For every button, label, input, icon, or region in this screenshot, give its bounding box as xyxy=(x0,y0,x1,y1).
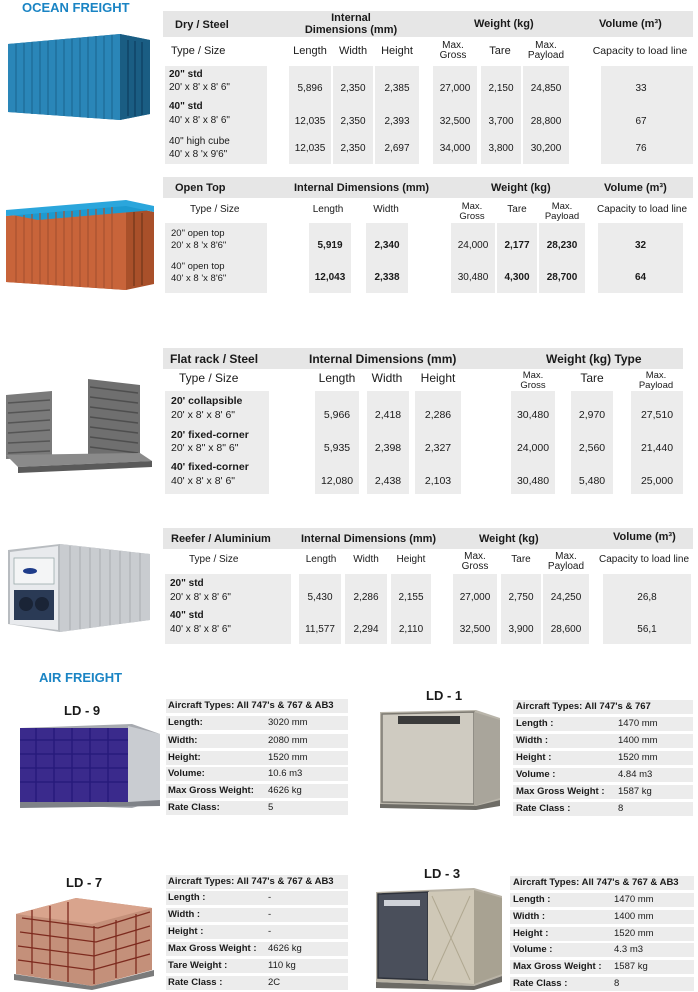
flat-sub-type: Type / Size xyxy=(179,371,239,385)
ld9-volume-value: 10.6 m3 xyxy=(268,768,303,779)
flat-sub-width: Width xyxy=(371,371,403,385)
reefer-row2-name: 40" std xyxy=(170,610,204,621)
dry-row1-name: 20" std xyxy=(169,69,203,80)
dry-row2-gross: 32,500 xyxy=(439,116,471,127)
ld9-rate-label: Rate Class: xyxy=(168,802,220,813)
flat-row3-length: 12,080 xyxy=(320,475,354,487)
flat-rack-image xyxy=(4,375,156,475)
flat-row3-size: 40' x 8' x 8' 6" xyxy=(171,475,236,487)
ld1-height-label: Height : xyxy=(516,752,552,763)
ld1-aircraft-label: Aircraft Types: All 747's & 767 xyxy=(516,701,651,712)
flat-row3-width: 2,438 xyxy=(374,475,402,487)
dry-row2-height: 2,393 xyxy=(384,116,410,127)
flat-row2-payload: 21,440 xyxy=(640,442,674,454)
flat-sub-payload: Max. Payload xyxy=(638,370,674,391)
ocean-freight-title: OCEAN FREIGHT xyxy=(22,0,130,15)
flat-row1-width: 2,418 xyxy=(374,409,402,421)
dry-row3-length: 12,035 xyxy=(294,143,326,154)
reefer-sub-height: Height xyxy=(396,554,426,565)
reefer-sub-width: Width xyxy=(353,554,379,565)
reefer-row1-payload: 24,250 xyxy=(550,592,582,603)
flat-sub-height: Height xyxy=(420,371,456,385)
ld7-tare-value: 110 kg xyxy=(268,960,296,971)
ld1-rate-value: 8 xyxy=(618,803,624,814)
flat-row1-name: 20' collapsible xyxy=(171,395,243,407)
open-top-table xyxy=(163,177,693,297)
flat-row1-tare: 2,970 xyxy=(578,409,606,421)
reefer-row1-size: 20' x 8' x 8' 6" xyxy=(170,592,231,603)
ld1-volume-label: Volume : xyxy=(516,769,556,780)
dry-row3-size: 40' x 8 'x 9'6" xyxy=(169,149,228,160)
reefer-sub-payload: Max. Payload xyxy=(547,551,585,572)
open-sub-type: Type / Size xyxy=(190,204,240,215)
open-header-type: Open Top xyxy=(175,182,226,194)
open-row1-tare: 2,177 xyxy=(504,240,530,251)
ld7-tare-label: Tare Weight : xyxy=(168,960,228,971)
open-header-dims: Internal Dimensions (mm) xyxy=(294,182,430,194)
ld9-width-label: Width: xyxy=(168,735,198,746)
ld7-pallet-image xyxy=(12,894,158,990)
dry-row3-width: 2,350 xyxy=(340,143,366,154)
ld9-height-value: 1520 mm xyxy=(268,752,308,763)
flat-row3-name: 40' fixed-corner xyxy=(171,461,249,473)
reefer-sub-gross: Max. Gross xyxy=(461,551,489,572)
reefer-row2-gross: 32,500 xyxy=(459,624,491,635)
dry-row2-length: 12,035 xyxy=(294,116,326,127)
open-row2-length: 12,043 xyxy=(314,272,346,283)
ld3-volume-value: 4.3 m3 xyxy=(614,944,644,955)
reefer-row1-name: 20" std xyxy=(170,578,204,589)
dry-row1-size: 20' x 8' x 8' 6" xyxy=(169,82,230,93)
open-header-volume: Volume (m³) xyxy=(604,182,667,194)
ld7-aircraft-label: Aircraft Types: All 747's & 767 & AB3 xyxy=(168,876,334,887)
flat-row3-tare: 5,480 xyxy=(578,475,606,487)
open-row1-width: 2,340 xyxy=(374,240,400,251)
ld1-container-image xyxy=(376,706,504,810)
flat-row2-height: 2,327 xyxy=(424,442,452,454)
flat-row3-height: 2,103 xyxy=(424,475,452,487)
ld1-gross-label: Max Gross Weight : xyxy=(516,786,605,797)
dry-row2-volume: 67 xyxy=(635,116,647,127)
open-row1-volume: 32 xyxy=(634,240,647,251)
open-row1-payload: 28,230 xyxy=(546,240,578,251)
open-sub-length: Length xyxy=(312,204,344,215)
flat-header-dims: Internal Dimensions (mm) xyxy=(309,352,457,366)
ld9-gross-value: 4626 kg xyxy=(268,785,302,796)
ld7-rate-label: Rate Class : xyxy=(168,977,223,988)
flat-sub-gross: Max. Gross xyxy=(520,370,546,391)
dry-header-volume: Volume (m³) xyxy=(599,18,662,30)
open-row1-gross: 24,000 xyxy=(457,240,489,251)
ld3-width-label: Width : xyxy=(513,911,546,922)
ld3-volume-label: Volume : xyxy=(513,944,553,955)
reefer-row1-volume: 26,8 xyxy=(637,592,657,603)
flat-row1-height: 2,286 xyxy=(424,409,452,421)
open-sub-gross: Max. Gross xyxy=(459,201,485,222)
dry-row3-name: 40" high cube xyxy=(169,136,230,147)
ld3-length-label: Length : xyxy=(513,894,551,905)
ld7-length-label: Length : xyxy=(168,892,206,903)
open-row1-length: 5,919 xyxy=(317,240,343,251)
ld9-aircraft-label: Aircraft Types: All 747's & 767 & AB3 xyxy=(168,700,334,711)
open-row2-name: 40" open top xyxy=(171,261,225,272)
ld3-rate-label: Rate Class : xyxy=(513,978,568,989)
open-row2-gross: 30,480 xyxy=(457,272,489,283)
dry-sub-type: Type / Size xyxy=(171,45,226,57)
reefer-header-volume: Volume (m³) xyxy=(613,531,676,543)
ld7-width-label: Width : xyxy=(168,909,201,920)
ld9-width-value: 2080 mm xyxy=(268,735,308,746)
flat-row2-tare: 2,560 xyxy=(578,442,606,454)
ld9-length-label: Length: xyxy=(168,717,203,728)
ld9-rate-value: 5 xyxy=(268,802,274,813)
reefer-row1-length: 5,430 xyxy=(307,592,333,603)
ld7-height-label: Height : xyxy=(168,926,204,937)
reefer-row1-tare: 2,750 xyxy=(508,592,534,603)
ld3-gross-label: Max Gross Weight : xyxy=(513,961,602,972)
ld1-title: LD - 1 xyxy=(426,688,463,703)
flat-row3-payload: 25,000 xyxy=(640,475,674,487)
reefer-row2-tare: 3,900 xyxy=(508,624,534,635)
dry-sub-width: Width xyxy=(338,45,368,57)
ld9-title: LD - 9 xyxy=(64,703,101,718)
open-row2-size: 40' x 8 'x 8'6" xyxy=(171,273,227,284)
open-row2-width: 2,338 xyxy=(374,272,400,283)
dry-sub-capacity: Capacity to load line xyxy=(592,45,688,57)
ld7-width-value: - xyxy=(268,909,272,920)
dry-steel-table xyxy=(163,11,693,166)
open-row1-name: 20" open top xyxy=(171,228,225,239)
dry-row2-width: 2,350 xyxy=(340,116,366,127)
flat-row2-width: 2,398 xyxy=(374,442,402,454)
dry-row3-payload: 30,200 xyxy=(530,143,562,154)
ld1-width-value: 1400 mm xyxy=(618,735,658,746)
ld3-gross-value: 1587 kg xyxy=(614,961,648,972)
dry-container-image xyxy=(4,30,154,122)
ld7-gross-label: Max Gross Weight : xyxy=(168,943,257,954)
ld3-width-value: 1400 mm xyxy=(614,911,654,922)
flat-sub-length: Length xyxy=(318,371,356,385)
reefer-row2-payload: 28,600 xyxy=(550,624,582,635)
ld3-container-image xyxy=(372,884,506,990)
flat-row1-gross: 30,480 xyxy=(516,409,550,421)
ld1-volume-value: 4.84 m3 xyxy=(618,769,653,780)
open-top-container-image xyxy=(2,198,158,294)
open-row2-volume: 64 xyxy=(634,272,647,283)
ld3-height-value: 1520 mm xyxy=(614,928,654,939)
reefer-row2-length: 11,577 xyxy=(305,624,335,635)
open-sub-tare: Tare xyxy=(507,204,527,215)
ld1-length-value: 1470 mm xyxy=(618,718,658,729)
open-row1-size: 20' x 8 'x 8'6" xyxy=(171,240,227,251)
ld3-height-label: Height : xyxy=(513,928,549,939)
dry-row3-height: 2,697 xyxy=(384,143,410,154)
open-sub-width: Width xyxy=(373,204,399,215)
ld3-aircraft-label: Aircraft Types: All 747's & 767 & AB3 xyxy=(513,877,679,888)
ld3-length-value: 1470 mm xyxy=(614,894,654,905)
reefer-sub-length: Length xyxy=(305,554,337,565)
flat-header-weight: Weight (kg) Type xyxy=(546,352,642,366)
ld7-title: LD - 7 xyxy=(66,875,103,890)
flat-row3-gross: 30,480 xyxy=(516,475,550,487)
reefer-sub-tare: Tare xyxy=(511,554,531,565)
reefer-row1-width: 2,286 xyxy=(353,592,379,603)
reefer-container-image xyxy=(4,540,154,636)
ld9-length-value: 3020 mm xyxy=(268,717,308,728)
flat-row1-length: 5,966 xyxy=(323,409,351,421)
ld1-rate-label: Rate Class : xyxy=(516,803,571,814)
dry-row1-gross: 27,000 xyxy=(439,83,471,94)
dry-row3-gross: 34,000 xyxy=(439,143,471,154)
flat-row1-size: 20' x 8' x 8' 6" xyxy=(171,409,236,421)
reefer-row1-gross: 27,000 xyxy=(459,592,491,603)
ld1-width-label: Width : xyxy=(516,735,549,746)
flat-rack-table xyxy=(163,348,693,496)
dry-row3-tare: 3,800 xyxy=(488,143,514,154)
ld3-title: LD - 3 xyxy=(424,866,461,881)
ld1-length-label: Length : xyxy=(516,718,554,729)
flat-row2-size: 20' x 8" x 8" 6" xyxy=(171,442,239,454)
reefer-row2-height: 2,110 xyxy=(398,624,424,635)
dry-sub-tare: Tare xyxy=(489,45,511,57)
dry-row1-height: 2,385 xyxy=(384,83,410,94)
ld3-rate-value: 8 xyxy=(614,978,620,989)
dry-row3-volume: 76 xyxy=(635,143,647,154)
ld9-height-label: Height: xyxy=(168,752,201,763)
reefer-header-dims: Internal Dimensions (mm) xyxy=(301,533,437,545)
dry-row1-width: 2,350 xyxy=(340,83,366,94)
ld1-gross-value: 1587 kg xyxy=(618,786,652,797)
dry-header-type: Dry / Steel xyxy=(175,19,229,31)
dry-row2-size: 40' x 8' x 8' 6" xyxy=(169,115,230,126)
ld1-height-value: 1520 mm xyxy=(618,752,658,763)
dry-sub-payload: Max. Payload xyxy=(527,40,565,61)
flat-header-type: Flat rack / Steel xyxy=(170,352,259,366)
flat-row1-payload: 27,510 xyxy=(640,409,674,421)
flat-row2-length: 5,935 xyxy=(323,442,351,454)
reefer-row1-height: 2,155 xyxy=(398,592,424,603)
ld9-volume-label: Volume: xyxy=(168,768,205,779)
flat-row2-gross: 24,000 xyxy=(516,442,550,454)
reefer-row2-width: 2,294 xyxy=(353,624,379,635)
ld9-container-image xyxy=(14,720,162,810)
dry-row2-tare: 3,700 xyxy=(488,116,514,127)
ld7-height-value: - xyxy=(268,926,272,937)
dry-sub-length: Length xyxy=(293,45,327,57)
flat-sub-tare: Tare xyxy=(580,371,604,385)
flat-row2-name: 20' fixed-corner xyxy=(171,429,249,441)
ld9-gross-label: Max Gross Weight: xyxy=(168,785,254,796)
reefer-row2-volume: 56,1 xyxy=(637,624,657,635)
dry-sub-height: Height xyxy=(381,45,413,57)
dry-row1-volume: 33 xyxy=(635,83,647,94)
dry-row1-payload: 24,850 xyxy=(530,83,562,94)
reefer-table xyxy=(163,528,693,648)
ld7-length-value: - xyxy=(268,892,272,903)
dry-row1-tare: 2,150 xyxy=(488,83,514,94)
dry-header-dims: Internal Dimensions (mm) xyxy=(304,12,398,36)
dry-row2-payload: 28,800 xyxy=(530,116,562,127)
open-sub-capacity: Capacity to load line xyxy=(596,204,688,215)
open-header-weight: Weight (kg) xyxy=(491,182,551,194)
air-freight-title: AIR FREIGHT xyxy=(39,670,123,685)
dry-sub-gross: Max. Gross xyxy=(439,40,467,61)
open-row2-tare: 4,300 xyxy=(504,272,530,283)
dry-header-weight: Weight (kg) xyxy=(474,18,534,30)
dry-row1-length: 5,896 xyxy=(297,83,323,94)
reefer-sub-type: Type / Size xyxy=(189,554,239,565)
ld7-gross-value: 4626 kg xyxy=(268,943,302,954)
open-sub-payload: Max. Payload xyxy=(544,201,580,222)
ld7-rate-value: 2C xyxy=(268,977,281,988)
reefer-header-type: Reefer / Aluminium xyxy=(171,533,271,545)
reefer-row2-size: 40' x 8' x 8' 6" xyxy=(170,624,231,635)
reefer-sub-capacity: Capacity to load line xyxy=(598,554,690,565)
open-row2-payload: 28,700 xyxy=(546,272,578,283)
dry-row2-name: 40" std xyxy=(169,101,203,112)
reefer-header-weight: Weight (kg) xyxy=(479,533,539,545)
